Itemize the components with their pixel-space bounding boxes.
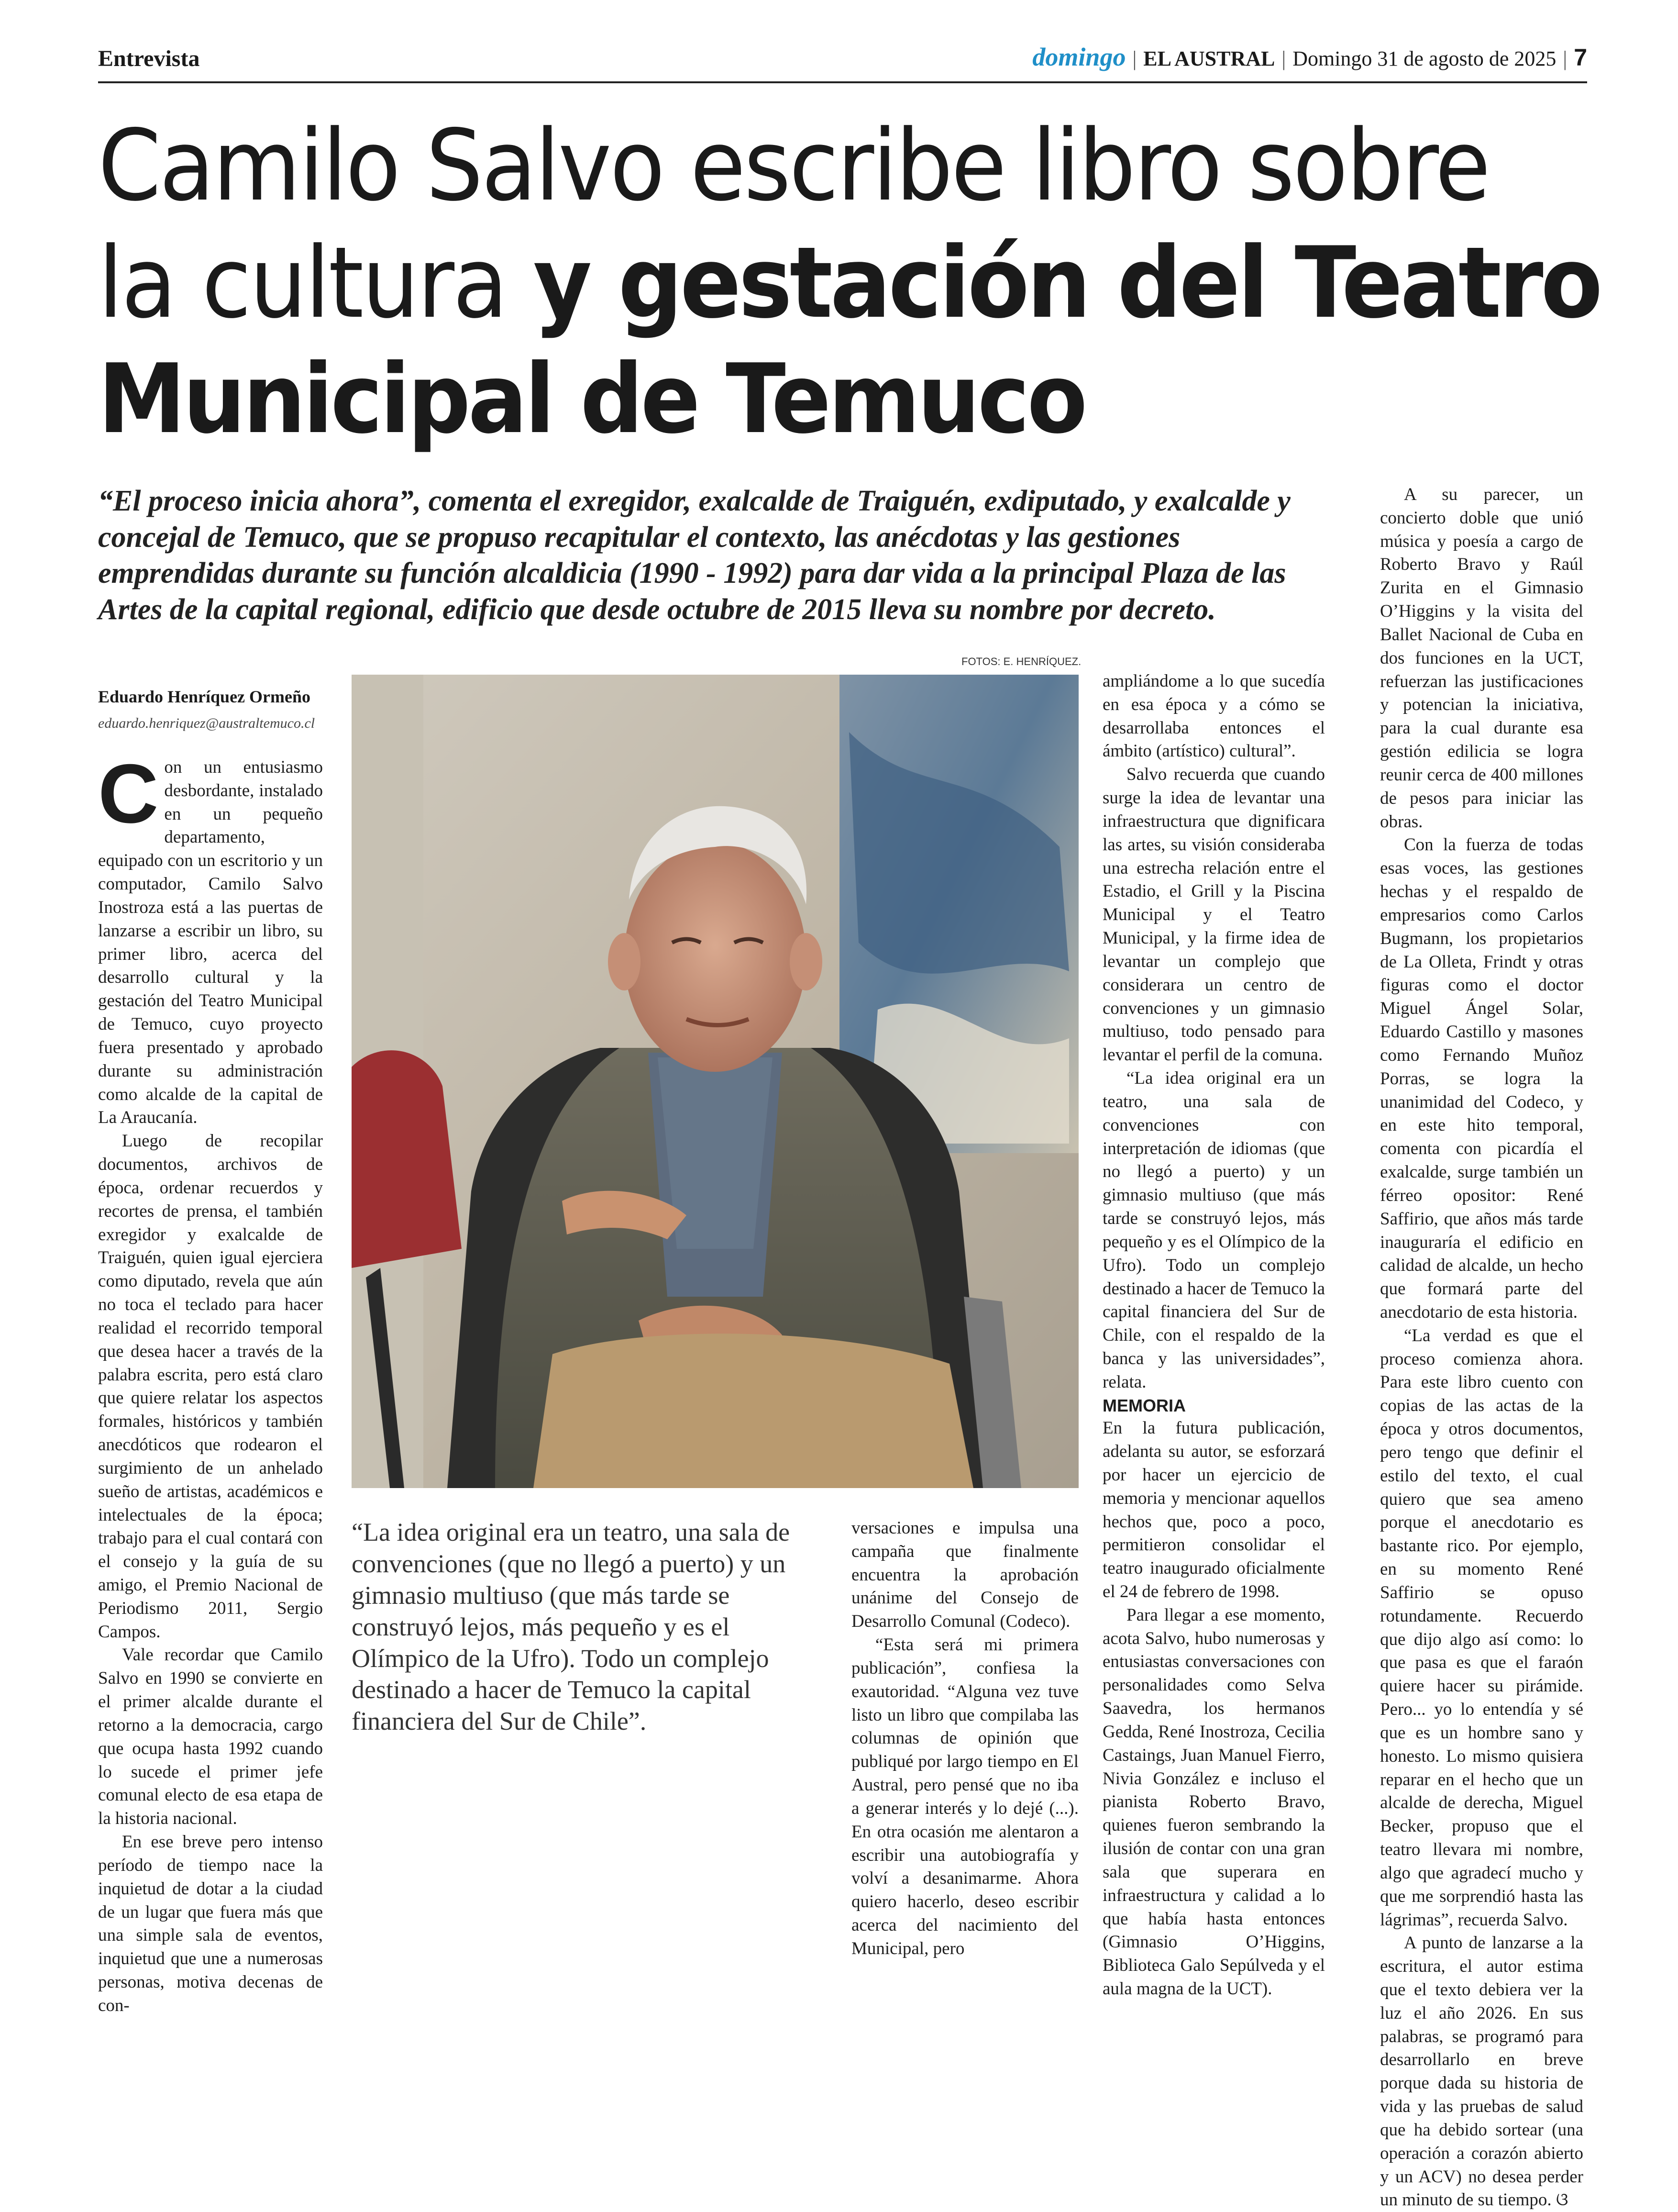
paragraph: “Esta será mi primera publicación”, confiesa la exautoridad. “Alguna vez tuve listo un libro que compilaba las columnas de opinión que publiqué por largo tiempo en El Austral, pero pensé que no iba a generar interés y lo dejé (...). En otra ocasión me alentaron a escribir una autobiografía y volví a desanimarme. Ahora quiero hacerlo, deseo escribir acerca del nacimiento del Municipal, pero: [851, 1635, 1079, 1958]
paragraph: [98, 747, 323, 1130]
headline-line-3: Municipal de Temuco: [98, 344, 1085, 455]
page-number: 7: [1574, 44, 1587, 71]
paragraph: Para llegar a ese momento, acota Salvo, hubo numerosas y entusiastas conversaciones con personalidades como Selva Saavedra, los hermanos Gedda, René Inostroza, Cecilia Castaings, Juan Manuel Fierro, Nivia González e incluso el pianista Roberto Bravo, quienes fueron sembrando la ilusión de contar con una gran sala que superara en infraestructura y calidad a lo que había hasta entonces (Gimnasio O’Higgins, Biblioteca Galo Sepúlveda y el aula magna de la UCT).: [1103, 1605, 1325, 1999]
headline-line-2: [98, 226, 1601, 340]
portrait-photo: [352, 675, 1079, 1488]
paragraph: [1380, 1932, 1583, 2212]
article-column-4: [1380, 483, 1583, 2210]
drop-cap: C: [98, 747, 159, 841]
masthead-separator: |: [1563, 47, 1568, 70]
pull-quote: “La idea original era un teatro, una sala de convenciones (que no llegó a puerto) y un gimnasio multiuso (que más tarde se construyó lejos, más pequeño y es el Olímpico de la Ufro). Todo un complejo destinado a hacer de Temuco la capital financiera del Sur de Chile”.: [352, 1518, 790, 1736]
paragraph: En ese breve pero intenso período de tiempo nace la inquietud de dotar a la ciudad de un lugar que fuera más que una simple sala de eventos, inquietud que une a numerosas personas, motiva decenas de con-: [98, 1832, 323, 2015]
paragraph-text: A punto de lanzarse a la escritura, el autor estima que el texto debiera ver la luz el año 2026. En sus palabras, se programó para desarrollarlo en breve porque dada su historia de vida y las pruebas de salud que ha debido sortear (una operación a corazón abierto y un ACV) no desea perder un minuto de su tiempo.: [1380, 1933, 1583, 2210]
paragraph: ampliándome a lo que sucedía en esa época y a cómo se desarrollaba entonces el ámbito (artístico) cultural”.: [1103, 671, 1325, 761]
paragraph: “La idea original era un teatro, una sala de convenciones con interpretación de idiomas (que no llegó a puerto) y un gimnasio multiuso (que más tarde se construyó lejos, más pequeño y es el Olímpico de la Ufro). Todo un complejo destinado a hacer de Temuco la capital financiera del Sur de Chile, con el respaldo de la banca y las universidades”, relata.: [1103, 1068, 1325, 1392]
headline-line-2-bold: y gestación del Teatro: [533, 226, 1601, 340]
masthead-paper: EL AUSTRAL: [1143, 47, 1275, 70]
paragraph-text: on un entusiasmo desbordante, instalado en un pequeño departamento, equipado con un escritorio y un computador, Camilo Salvo Inostroza está a las puertas de lanzarse a escribir un libro, su primer libro, acerca del desarrollo cultural y la gestación del Teatro Municipal de Temuco, cuyo proyecto fuera presentado y aprobado durante su administración como alcalde de la capital de La Araucanía.: [98, 757, 323, 1128]
headline-line-1: Camilo Salvo escribe libro sobre: [98, 109, 1489, 223]
masthead-date: Domingo 31 de agosto de 2025: [1292, 47, 1557, 70]
article-column-2: [851, 1517, 1079, 1958]
paragraph: versaciones e impulsa una campaña que finalmente encuentra la aprobación unánime del Consejo de Desarrollo Comunal (Codeco).: [851, 1518, 1079, 1632]
byline-author: Eduardo Henríquez Ormeño: [98, 687, 311, 706]
masthead-separator: |: [1281, 47, 1286, 70]
paragraph: Luego de recopilar documentos, archivos de época, ordenar recuerdos y recortes de prensa, el también exregidor y exalcalde de Traiguén, quien igual ejerciera como diputado, revela que aún no toca el teclado para hacer realidad el recorrido temporal que desea hacer a través de la palabra escrita, pero está claro que quiere relatar los aspectos formales, históricos y también anecdóticos que rodearon el surgimiento de un anhelado sueño de artistas, académicos e intelectuales de la época; trabajo para el cual contará con el consejo y la guía de su amigo, el Premio Nacional de Periodismo 2011, Sergio Campos.: [98, 1131, 323, 1642]
paragraph: Vale recordar que Camilo Salvo en 1990 se convierte en el primer alcalde durante el retorno a la democracia, cargo que ocupa hasta 1992 cuando lo sucede el primer jefe comunal electo de esa etapa de la historia nacional.: [98, 1645, 323, 1829]
paragraph: “La verdad es que el proceso comienza ahora. Para este libro cuento con copias de las actas de la época y otros documentos, pero tengo que definir el estilo del texto, el cual quiero que sea ameno porque el anecdotario es bastante rico. Por ejemplo, en su momento René Saffirio se opuso rotundamente. Recuerdo que dijo algo así como: lo que pasa es que el faraón quiere hacer su pirámide. Pero... yo lo entendía y sé que es un hombre sano y honesto. Lo mismo quisiera reparar en el hecho que un alcalde de derecha, Miguel Becker, propuso que el teatro llevara mi nombre, algo que agradecí mucho y que me sorprendió hasta las lágrimas”, recuerda Salvo.: [1380, 1325, 1583, 1930]
headline-line-2-light: la cultura: [98, 226, 533, 340]
article-column-3: [1103, 670, 1325, 1999]
article-column-1: [98, 747, 323, 2015]
paragraph: En la futura publicación, adelanta su autor, se esforzará por hacer un ejercicio de memoria y mencionar aquellos hechos que, poco a poco, permitieron consolidar el teatro inaugurado oficialmente el 24 de febrero de 1998.: [1103, 1418, 1325, 1601]
photo-credit: FOTOS: E. HENRÍQUEZ.: [961, 656, 1082, 667]
section-label: Entrevista: [98, 46, 200, 71]
masthead-separator: |: [1132, 47, 1137, 70]
header-rule: [98, 81, 1587, 83]
masthead: [1032, 42, 1587, 72]
paragraph: Salvo recuerda que cuando surge la idea de levantar una infraestructura que dignificara las artes, su visión consideraba una estrecha relación entre el Estadio, el Grill y la Piscina Municipal y el Teatro Municipal, y la firme idea de levantar un complejo que considerara un centro de convenciones y un gimnasio multiuso, todo pensado para levantar el perfil de la comuna.: [1103, 765, 1325, 1065]
end-mark-icon: ଓ: [1556, 2190, 1568, 2210]
paragraph: A su parecer, un concierto doble que unió música y poesía a cargo de Roberto Bravo y Raúl Zurita en el Gimnasio O’Higgins y la visita del Ballet Nacional de Cuba en dos funciones en la UCT, refuerzan las justificaciones y potencian la iniciativa, para la cual durante esa gestión edilicia se logra reunir cerca de 400 millones de pesos para iniciar las obras.: [1380, 485, 1583, 832]
lead-paragraph: “El proceso inicia ahora”, comenta el exregidor, exalcalde de Traiguén, exdiputado, y exalcalde y concejal de Temuco, que se propuso recapitular el contexto, las anécdotas y las gestiones emprendidas durante su función alcaldicia (1990 - 1992) para dar vida a la principal Plaza de las Artes de la capital regional, edificio que desde octubre de 2015 lleva su nombre por decreto.: [98, 485, 1291, 626]
paragraph: Con la fuerza de todas esas voces, las gestiones hechas y el respaldo de empresarios como Carlos Bugmann, los propietarios de La Olleta, Frindt y otras figuras como el doctor Miguel Ángel Solar, Eduardo Castillo y masones como Fernando Muñoz Porras, se logra la unanimidad del Codeco, y en este hito temporal, comenta con picardía el exalcalde, surge también un férreo opositor: René Saffirio, que años más tarde inauguraría el edificio en calidad de alcalde, un hecho que formará parte del anecdotario de esta historia.: [1380, 835, 1583, 1322]
subheading: MEMORIA: [1103, 1395, 1186, 1415]
byline-email[interactable]: eduardo.henriquez@australtemuco.cl: [98, 715, 315, 731]
masthead-brand: domingo: [1032, 43, 1126, 71]
